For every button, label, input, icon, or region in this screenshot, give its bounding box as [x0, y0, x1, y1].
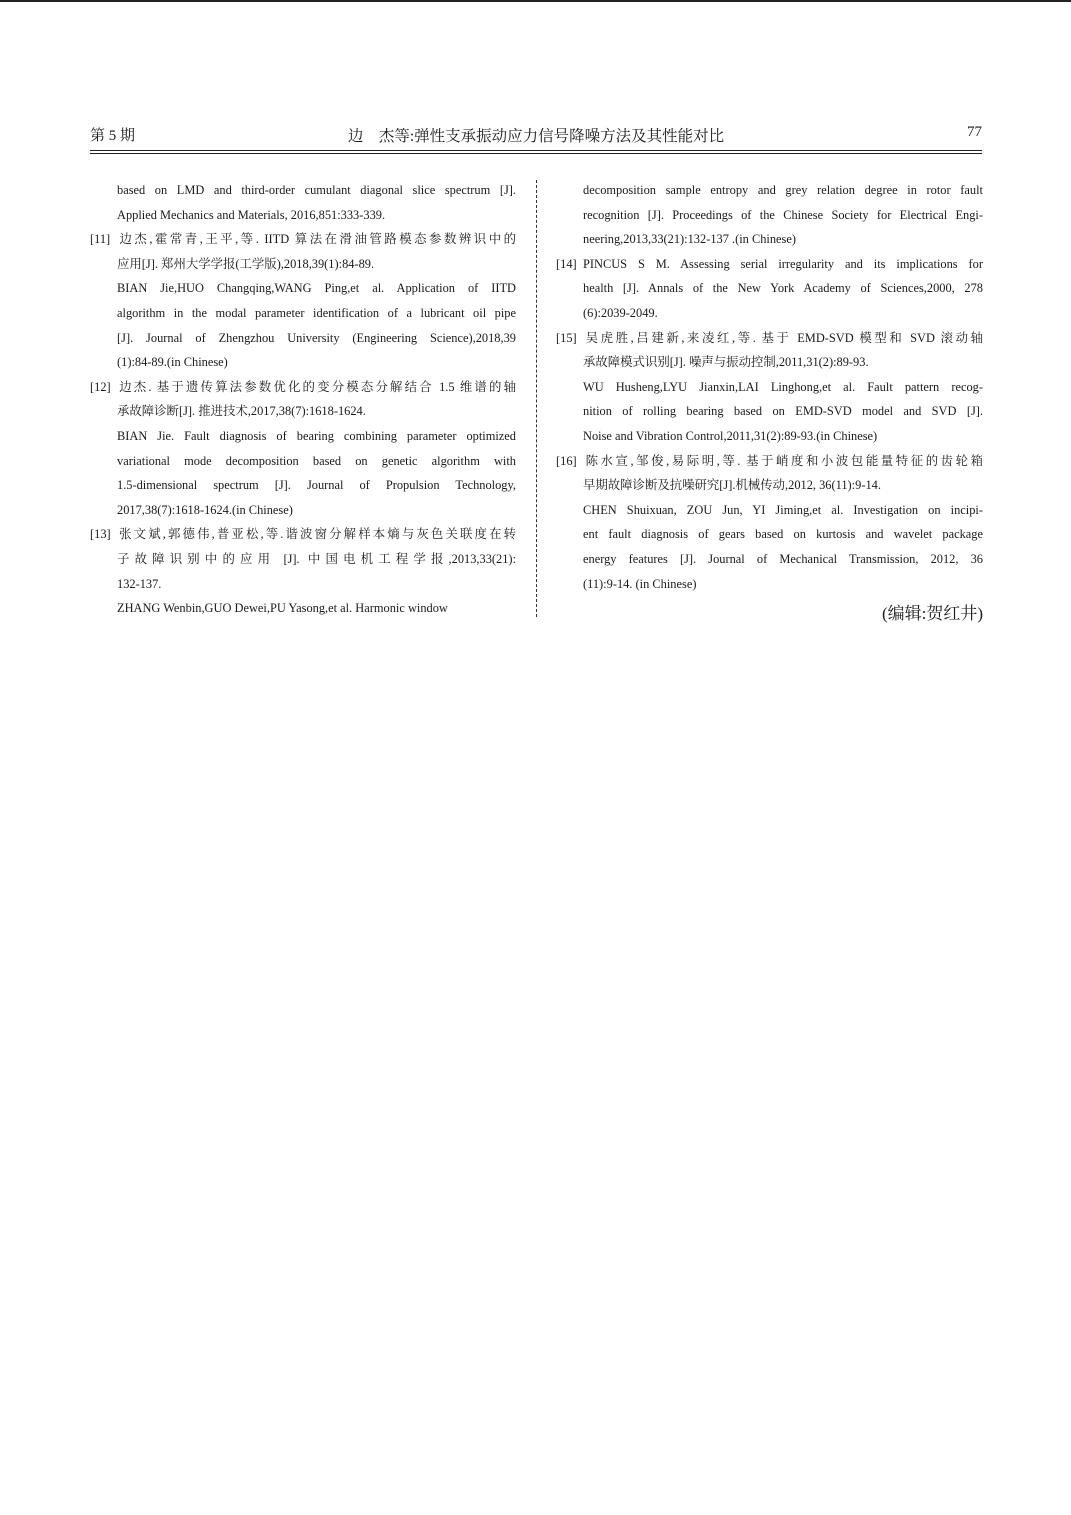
- reference-line: variational mode decomposition based on genetic algorithm with: [117, 453, 516, 468]
- reference-entry: [90, 424, 516, 522]
- reference-entry: [556, 449, 983, 498]
- reference-line: 承故障模式识别[J]. 噪声与振动控制,2011,31(2):89-93.: [583, 355, 869, 370]
- reference-entry: [556, 178, 983, 252]
- reference-line: recognition [J]. Proceedings of the Chinese Society for Electrical Engi-: [583, 207, 983, 222]
- reference-line: CHEN Shuixuan, ZOU Jun, YI Jiming,et al. Investigation on incipi-: [583, 502, 983, 517]
- reference-entry: [90, 596, 516, 621]
- reference-line: based on LMD and third-order cumulant diagonal slice spectrum [J].: [117, 183, 516, 197]
- references-left-column: [90, 178, 516, 621]
- reference-line: 2017,38(7):1618-1624.(in Chinese): [117, 502, 293, 517]
- reference-line: 132-137.: [117, 576, 162, 591]
- reference-line: Applied Mechanics and Materials, 2016,851:333-339.: [117, 207, 386, 222]
- reference-line: [16] 陈水宣,邹俊,易际明,等. 基于峭度和小波包能量特征的齿轮箱: [556, 449, 983, 474]
- reference-line: [14] PINCUS S M. Assessing serial irregularity and its implications for: [556, 252, 983, 277]
- reference-number: [13]: [90, 527, 111, 542]
- reference-number: [11]: [90, 232, 111, 247]
- reference-line: ZHANG Wenbin,GUO Dewei,PU Yasong,et al. Harmonic window: [117, 601, 448, 616]
- reference-line: (1):84-89.(in Chinese): [117, 355, 228, 370]
- reference-line: ent fault diagnosis of gears based on kurtosis and wavelet package: [583, 527, 983, 542]
- reference-number: [12]: [90, 379, 111, 394]
- reference-line: [13] 张文斌,郭德伟,普亚松,等.谐波窗分解样本熵与灰色关联度在转: [90, 522, 516, 547]
- reference-entry: [90, 178, 516, 227]
- reference-line: [J]. Journal of Zhengzhou University (Engineering Science),2018,39: [117, 330, 516, 345]
- reference-entry: [556, 326, 983, 375]
- reference-line: nition of rolling bearing based on EMD-SVD model and SVD [J].: [583, 404, 983, 419]
- issue-number: 第 5 期: [90, 128, 136, 144]
- reference-line: BIAN Jie. Fault diagnosis of bearing combining parameter optimized: [117, 428, 516, 443]
- reference-line: decomposition sample entropy and grey relation degree in rotor fault: [583, 183, 983, 197]
- reference-line: WU Husheng,LYU Jianxin,LAI Linghong,et al. Fault pattern recog-: [583, 379, 983, 394]
- reference-line: (11):9-14. (in Chinese): [583, 576, 697, 591]
- header-rule-thin: [90, 153, 982, 154]
- reference-line: neering,2013,33(21):132-137 .(in Chinese): [583, 232, 797, 247]
- reference-line: [11] 边杰,霍常青,王平,等. IITD 算法在滑油管路模态参数辨识中的: [90, 227, 516, 252]
- reference-line: Noise and Vibration Control,2011,31(2):89-93.(in Chinese): [583, 428, 878, 443]
- references-right-column: [556, 178, 983, 627]
- page-number: 77: [967, 124, 982, 140]
- reference-line: health [J]. Annals of the New York Academy of Sciences,2000, 278: [583, 281, 983, 296]
- reference-entry: [90, 227, 516, 276]
- reference-line: 子故障识别中的应用 [J]. 中国电机工程学报,2013,33(21):: [117, 551, 516, 566]
- reference-line: 承故障诊断[J]. 推进技术,2017,38(7):1618-1624.: [117, 404, 366, 419]
- reference-number: [15]: [556, 330, 577, 345]
- reference-number: [14]: [556, 256, 577, 271]
- column-divider: [536, 180, 537, 617]
- reference-line: BIAN Jie,HUO Changqing,WANG Ping,et al. Application of IITD: [117, 281, 516, 296]
- reference-entry: [556, 375, 983, 449]
- reference-line: algorithm in the modal parameter identification of a lubricant oil pipe: [117, 305, 516, 320]
- reference-line: 1.5-dimensional spectrum [J]. Journal of Propulsion Technology,: [117, 478, 516, 493]
- reference-line: (6):2039-2049.: [583, 305, 658, 320]
- reference-line: 早期故障诊断及抗噪研究[J].机械传动,2012, 36(11):9-14.: [583, 478, 881, 493]
- reference-line: [15] 吴虎胜,吕建新,来凌红,等. 基于 EMD-SVD 模型和 SVD 滚动轴: [556, 326, 983, 351]
- header-rule: [90, 150, 982, 151]
- reference-line: 应用[J]. 郑州大学学报(工学版),2018,39(1):84-89.: [117, 256, 375, 271]
- editor-credit: (编辑:贺红井): [881, 604, 983, 624]
- reference-line: energy features [J]. Journal of Mechanical Transmission, 2012, 36: [583, 551, 983, 566]
- reference-line: [12] 边杰. 基于遗传算法参数优化的变分模态分解结合 1.5 维谱的轴: [90, 375, 516, 400]
- running-title: 边 杰等:弹性支承振动应力信号降噪方法及其性能对比: [347, 128, 725, 145]
- reference-entry: [556, 252, 983, 326]
- top-border: [0, 0, 1071, 2]
- reference-entry: [90, 276, 516, 374]
- reference-entry: [90, 375, 516, 424]
- reference-entry: [556, 498, 983, 596]
- reference-number: [16]: [556, 453, 577, 468]
- reference-entry: [90, 522, 516, 596]
